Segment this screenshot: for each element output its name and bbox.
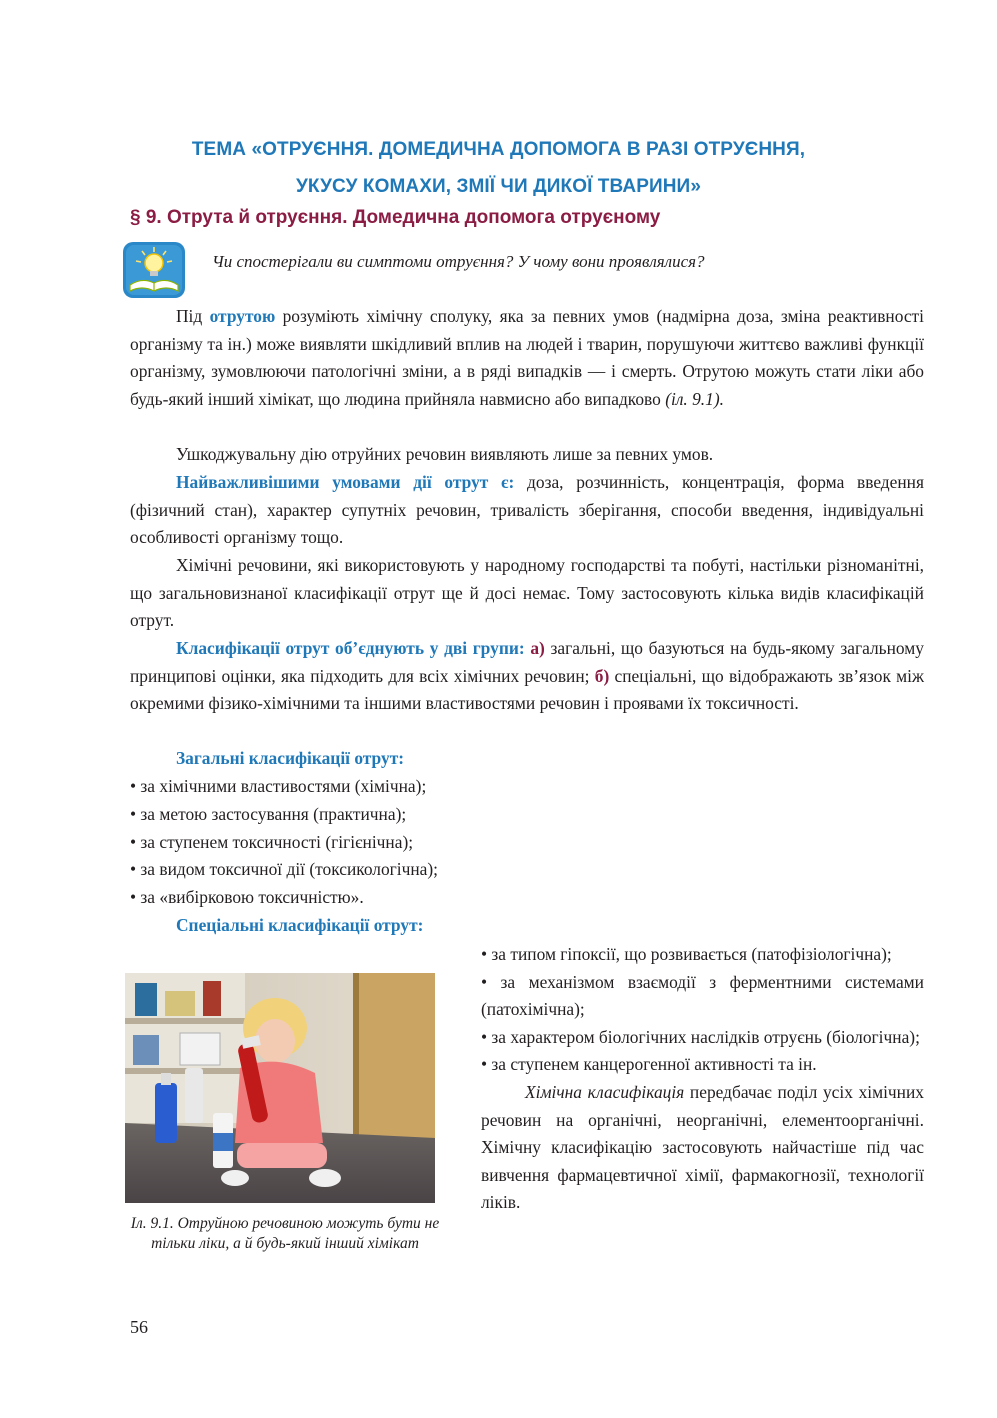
p1-text: розуміють хімічну сполуку, яка за певних умов (надмірна доза, зміна реактивності організму та ін.) може виявляти шкідливий вплив на людей і тварин, порушуючи життєво важливі функції організму, зумовлюючи патологічні зміни, а в ряді випадків — і смерть. Отрутою можуть стати ліки або будь-який інший хімікат, що людина прийняла навмисно або випадково xyxy=(130,306,924,409)
special-classifications-heading: Спеціальні класифікації отрут: xyxy=(176,915,424,935)
paragraph-conditions: Ушкоджувальну дію отруйних речовин виявляють лише за певних умов. xyxy=(176,444,714,464)
list-item: • за ступенем канцерогенної активності та ін. xyxy=(481,1054,817,1075)
p1-start: Під xyxy=(176,306,210,326)
lightbulb-book-icon xyxy=(122,241,186,299)
figure-reference: (іл. 9.1). xyxy=(665,388,724,409)
group-b-text: спеціальні, що відображають зв’язок між окремими фізико-хімічними та іншими властивостями речовин і проявами їх токсичності. xyxy=(130,665,925,714)
term-chemical-classification: Хімічна класифікація xyxy=(525,1081,685,1102)
list-item: • за хімічними властивостями (хімічна); xyxy=(130,776,427,796)
two-groups-heading: Класифікації отрут об’єднують у дві групи: xyxy=(176,638,525,658)
list-item: • за механізмом взаємодії з ферментними системами (патохімічна); xyxy=(481,971,924,1020)
topic-title-line-2: УКУСУ КОМАХИ, ЗМІЇ ЧИ ДИКОЇ ТВАРИНИ» xyxy=(296,176,701,197)
paragraph-two-groups xyxy=(130,635,924,718)
paragraph-chemical-classification xyxy=(481,1079,924,1217)
group-a-text: загальні, що базуються на будь-якому загальному принципові оцінки, яка підходить для всіх хімічних речовин; xyxy=(130,638,924,686)
list-item: • за «вибірковою токсичністю». xyxy=(130,887,364,907)
key-conditions-text: доза, розчинність, концентрація, форма введення (фізичний стан), характер супутніх речовин, тривалість зберігання, способи введення, індивідуальні особливості організму тощо. xyxy=(130,472,924,548)
list-item: • за метою застосування (практична); xyxy=(130,804,407,824)
intro-question: Чи спостерігали ви симптоми отруєння? У чому вони проявлялися? xyxy=(212,252,705,271)
general-classifications-heading: Загальні класифікації отрут: xyxy=(176,748,405,768)
paragraph-no-classification: Хімічні речовини, які використовують у народному господарстві та побуті, настільки різноманітні, що загальновизнаної класифікації отрут ще й досі немає. Тому застосовують кілька видів класифікацій отрут. xyxy=(130,555,924,631)
section-title: § 9. Отрута й отруєння. Домедична допомога отруєному xyxy=(130,207,661,228)
child-with-bottles-photo xyxy=(125,973,435,1203)
marker-a: а) xyxy=(530,638,545,658)
page-number: 56 xyxy=(130,1317,148,1337)
list-item: • за видом токсичної дії (токсикологічна); xyxy=(130,859,439,879)
topic-title-line-1: ТЕМА «ОТРУЄННЯ. ДОМЕДИЧНА ДОПОМОГА В РАЗІ ОТРУЄННЯ, xyxy=(191,139,806,160)
paragraph-key-conditions xyxy=(130,469,924,552)
paragraph-poison-definition xyxy=(130,303,924,413)
list-item: • за типом гіпоксії, що розвивається (патофізіологічна); xyxy=(481,944,892,964)
key-conditions-heading: Найважливішими умовами дії отрут є: xyxy=(176,472,515,492)
right-column xyxy=(481,941,924,1217)
chemical-classification-text: передбачає поділ усіх хімічних речовин на органічні, неорганічні, елементоорганічні. Хімічну класифікацію застосовують найчастіше під час вивчення фармацевтичної хімії, фармакогнозії, технології ліків. xyxy=(481,1081,924,1213)
figure-caption: Іл. 9.1. Отруйною речовиною можуть бути не тільки ліки, а й будь-який інший хімікат xyxy=(130,1215,440,1252)
term-poison: отрутою xyxy=(209,306,276,326)
list-item: • за характером біологічних наслідків отруєнь (біологічна); xyxy=(481,1026,920,1047)
marker-b: б) xyxy=(594,665,610,686)
list-item: • за ступенем токсичності (гігієнічна); xyxy=(130,832,414,852)
